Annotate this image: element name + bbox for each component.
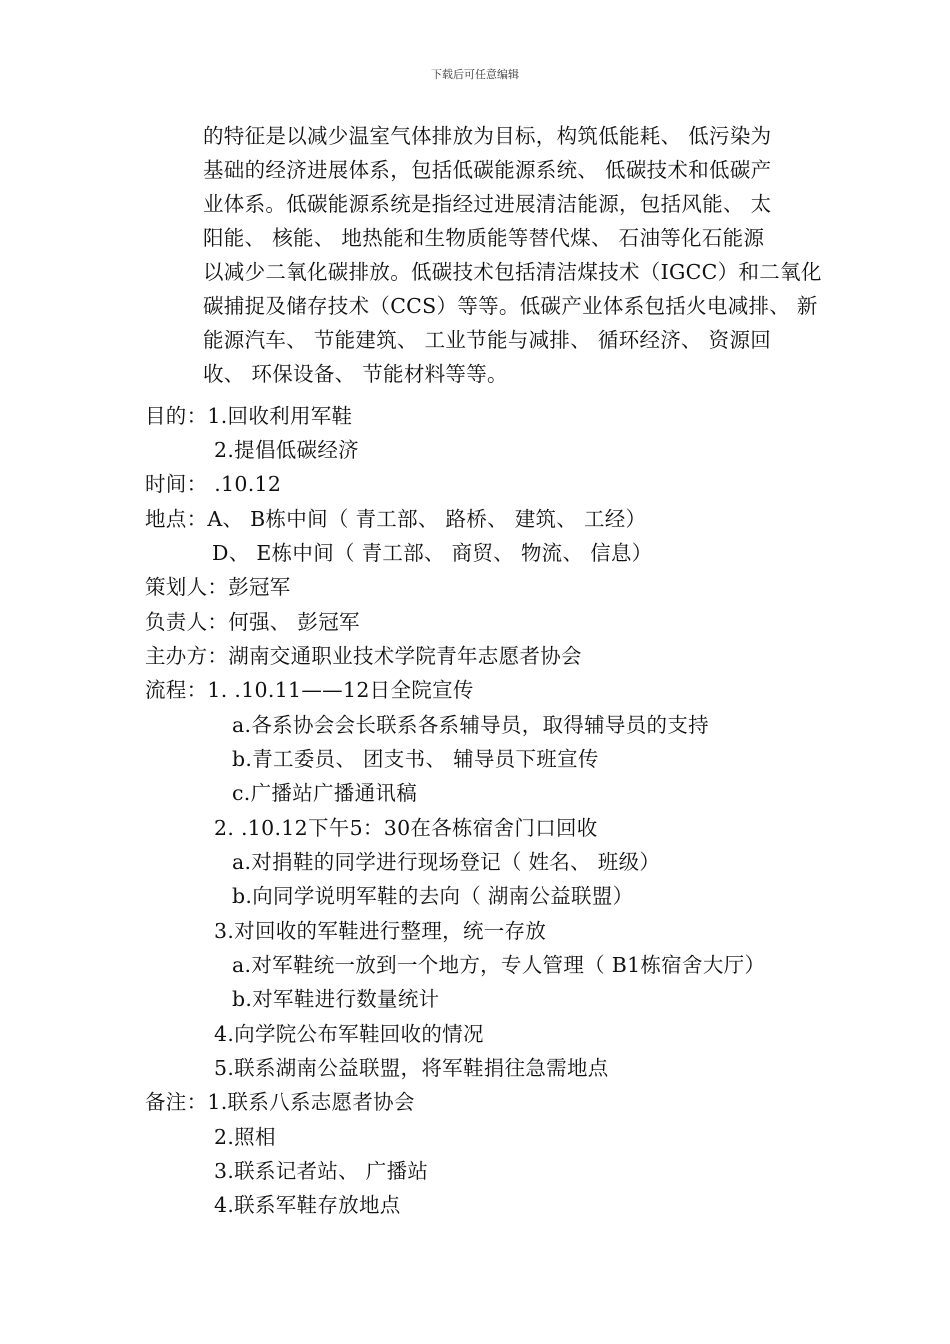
process-line: 流程：1. .10.11——12日全院宣传 [145,678,474,702]
planner-line: 策划人：彭冠军 [145,575,291,599]
process-subitem: b.对军鞋进行数量统计 [232,987,440,1011]
time-line: 时间： .10.12 [145,472,282,496]
intro-line: 收、 环保设备、 节能材料等等。 [203,362,508,386]
intro-paragraph [203,119,822,391]
location-line: 地点：A、 B栋中间（ 青工部、 路桥、 建筑、 工经） [145,507,647,531]
notes-item: 4.联系军鞋存放地点 [214,1193,401,1217]
process-item: 3.对回收的军鞋进行整理，统一存放 [214,919,547,943]
intro-line: 基础的经济进展体系，包括低碳能源系统、 低碳技术和低碳产 [203,158,772,182]
intro-line: 以减少二氧化碳排放。低碳技术包括清洁煤技术（IGCC）和二氧化 [203,260,822,284]
intro-line: 碳捕捉及储存技术（CCS）等等。低碳产业体系包括火电减排、 新 [203,294,818,318]
intro-line: 阳能、 核能、 地热能和生物质能等替代煤、 石油等化石能源 [203,226,765,250]
notes-item: 3.联系记者站、 广播站 [214,1159,429,1183]
location-item: D、 E栋中间（ 青工部、 商贸、 物流、 信息） [212,541,653,565]
process-item: 4.向学院公布军鞋回收的情况 [214,1022,484,1046]
page-header: 下载后可任意编辑 [431,68,519,81]
process-item: 5.联系湖南公益联盟，将军鞋捐往急需地点 [214,1056,609,1080]
process-subitem: a.各系协会会长联系各系辅导员，取得辅导员的支持 [232,713,709,737]
intro-line: 业体系。低碳能源系统是指经过进展清洁能源，包括风能、 太 [203,192,772,216]
notes-item: 2.照相 [214,1125,276,1149]
purpose-item: 2.提倡低碳经济 [214,438,359,462]
process-subitem: a.对军鞋统一放到一个地方，专人管理（ B1栋宿舍大厅） [232,953,766,977]
process-subitem: b.向同学说明军鞋的去向（ 湖南公益联盟） [232,884,634,908]
process-subitem: c.广播站广播通讯稿 [232,781,417,805]
organizer-line: 主办方：湖南交通职业技术学院青年志愿者协会 [145,644,582,668]
notes-line: 备注：1.联系八系志愿者协会 [145,1090,415,1114]
responsible-line: 负责人：何强、 彭冠军 [145,610,360,634]
process-item: 2. .10.12下午5：30在各栋宿舍门口回收 [214,816,598,840]
process-subitem: b.青工委员、 团支书、 辅导员下班宣传 [232,747,599,771]
purpose-line: 目的：1.回收利用军鞋 [145,404,353,428]
intro-line: 的特征是以减少温室气体排放为目标，构筑低能耗、 低污染为 [203,124,772,148]
intro-line: 能源汽车、 节能建筑、 工业节能与减排、 循环经济、 资源回 [203,328,772,352]
process-subitem: a.对捐鞋的同学进行现场登记（ 姓名、 班级） [232,850,661,874]
